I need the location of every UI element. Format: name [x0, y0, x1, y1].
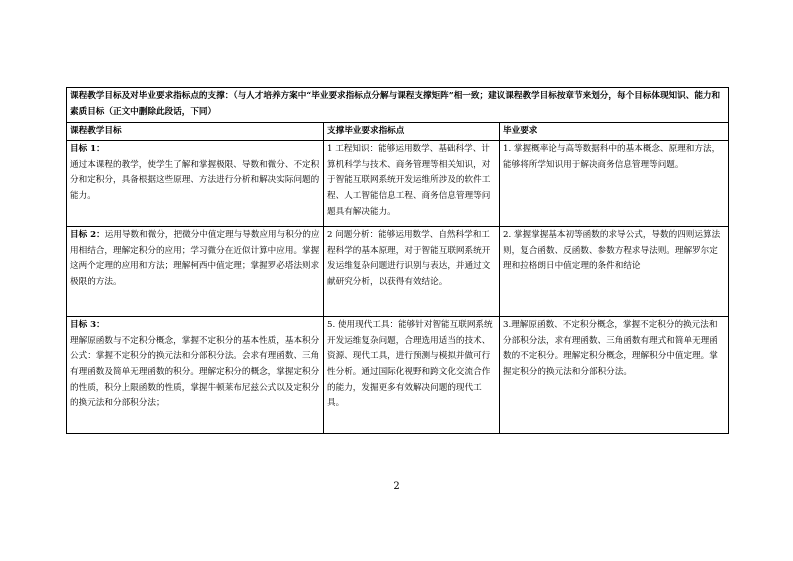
page-number: 2 [393, 481, 400, 492]
table-row [67, 141, 729, 227]
goal-cell [67, 141, 324, 227]
goal-text: 通过本课程的教学，使学生了解和掌握极限、导数和微分、不定积分和定积分，具备根据这些原理、方法进行分析和解决实际问题的能力。 [70, 159, 320, 201]
header-indicator: 支撑毕业要求指标点 [324, 123, 500, 141]
goal-text: 运用导数和微分，把微分中值定理与导数应用与积分的应用相结合，理解定积分的应用；学习微分在近似计算中应用。掌握这两个定理的应用和方法；理解柯西中值定理；掌握罗必塔法则求极限的方法。 [70, 230, 320, 287]
indicator-cell: 2 问题分析：能够运用数学、自然科学和工程科学的基本原理，对于智能互联网系统开发运维复杂问题进行识别与表达，并通过文献研究分析，以获得有效结论。 [324, 227, 500, 317]
goal-cell [67, 227, 324, 317]
table-caption: 课程教学目标及对毕业要求指标点的支撑：（与人才培养方案中“毕业要求指标点分解与课程支撑矩阵”相一致；建议课程教学目标按章节来划分，每个目标体现知识、能力和素质目标（正文中删除此段话，下同） [67, 88, 729, 123]
indicator-cell: 1 工程知识：能够运用数学、基础科学、计算机科学与技术、商务管理等相关知识，对于智能互联网系统开发运维所涉及的软件工程、人工智能信息工程、商务信息管理等问题具有解决能力。 [324, 141, 500, 227]
table-row [67, 317, 729, 434]
goal-title: 目标 2： [70, 230, 105, 241]
header-row [67, 123, 729, 141]
requirement-cell: 3.理解原函数、不定积分概念，掌握不定积分的换元法和分部积分法，求有理函数、三角函数有理式和简单无理函数的不定积分。理解定积分概念，理解积分中值定理。掌握定积分的换元法和分部积分法。 [500, 317, 729, 434]
goals-table [66, 87, 729, 434]
indicator-cell: 5. 使用现代工具：能够针对智能互联网系统开发运维复杂问题，合理选用适当的技术、资源、现代工具，进行预测与模拟并做可行性分析。通过国际化视野和跨文化交流合作的能力，发掘更多有效解决问题的现代工具。 [324, 317, 500, 434]
goal-title: 目标 1： [70, 144, 105, 155]
goal-cell [67, 317, 324, 434]
header-course-goal: 课程教学目标 [67, 123, 324, 141]
requirement-cell: 2. 掌握掌握基本初等函数的求导公式，导数的四则运算法则，复合函数、反函数、参数方程求导法则。理解罗尔定理和拉格朗日中值定理的条件和结论 [500, 227, 729, 317]
goal-text: 理解原函数与不定积分概念，掌握不定积分的基本性质，基本积分公式：掌握不定积分的换元法和分部积分法。会求有理函数、三角有理函数及简单无理函数的积分。理解定积分的概念，掌握定积分的性质，积分上限函数的性质，掌握牛顿莱布尼兹公式以及定积分的换元法和分部积分法； [70, 335, 320, 409]
requirement-cell: 1. 掌握概率论与高等数据科中的基本概念、原理和方法，能够将所学知识用于解决商务信息管理等问题。 [500, 141, 729, 227]
table-row [67, 227, 729, 317]
goal-title: 目标 3： [70, 320, 105, 331]
caption-row [67, 88, 729, 123]
header-requirement: 毕业要求 [500, 123, 729, 141]
